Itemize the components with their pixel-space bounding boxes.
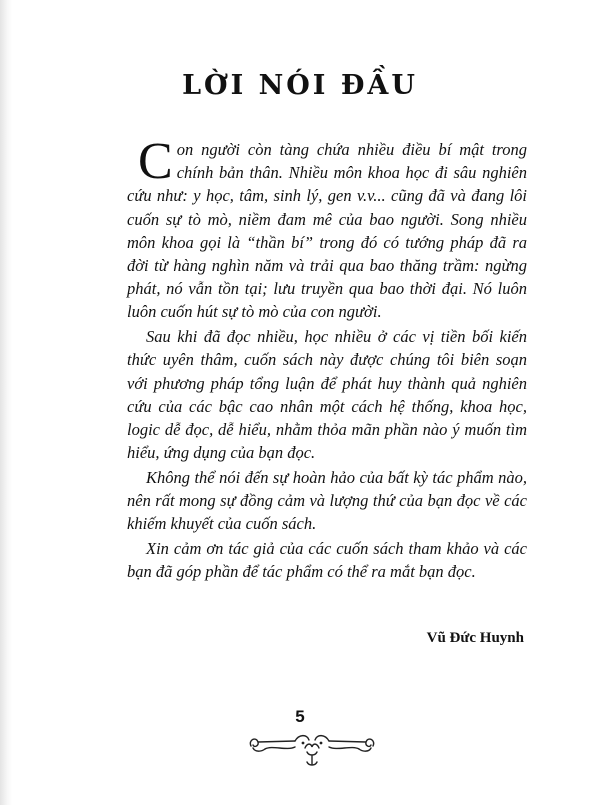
page-edge-shadow [0,0,12,805]
paragraph-2: Sau khi đã đọc nhiều, học nhiều ở các vị tiền bối kiến thức uyên thâm, cuốn sách này được chúng tôi biên soạn với phương pháp tổng luận để phát huy thành quả nghiên cứu của các bậc cao nhân một cách hệ thống, khoa học, logic dễ đọc, dễ hiểu, nhằm thỏa mãn phần nào ý muốn tìm hiểu, ứng dụng của bạn đọc. [127,327,527,463]
preface-body [127,133,527,585]
paragraph-1-text: on người còn tàng chứa nhiều điều bí mật trong chính bản thân. Nhiều môn khoa học đi sâu nghiên cứu như: y học, tâm, sinh lý, gen v.v... cũng đã và đang lôi cuốn sự tò mò, niềm đam mê của bao người. Song nhiều môn khoa gọi là “thần bí” trong đó có tướng pháp đã ra đời từ hàng nghìn năm và trải qua bao thăng trầm: ngừng phát, nó vẫn tồn tại; lưu truyền qua bao thời đại. Nó luôn luôn cuốn hút sự tò mò của con người. [127,140,527,322]
page-title: LỜI NÓI ĐẦU [182,70,418,101]
page-number: 5 [295,707,305,726]
paragraph-3: Không thể nói đến sự hoàn hảo của bất kỳ tác phẩm nào, nên rất mong sự đồng cảm và lượng thứ của bạn đọc về các khiếm khuyết của cuốn sách. [127,468,527,534]
author-signature: Vũ Đức Huynh [426,630,524,646]
decorative-ornament-icon [247,726,377,770]
paragraph-1 [127,133,527,324]
paragraph-4: Xin cảm ơn tác giả của các cuốn sách tham khảo và các bạn đã góp phần để tác phẩm có thể ra mắt bạn đọc. [127,539,527,582]
drop-cap: C [138,133,173,190]
